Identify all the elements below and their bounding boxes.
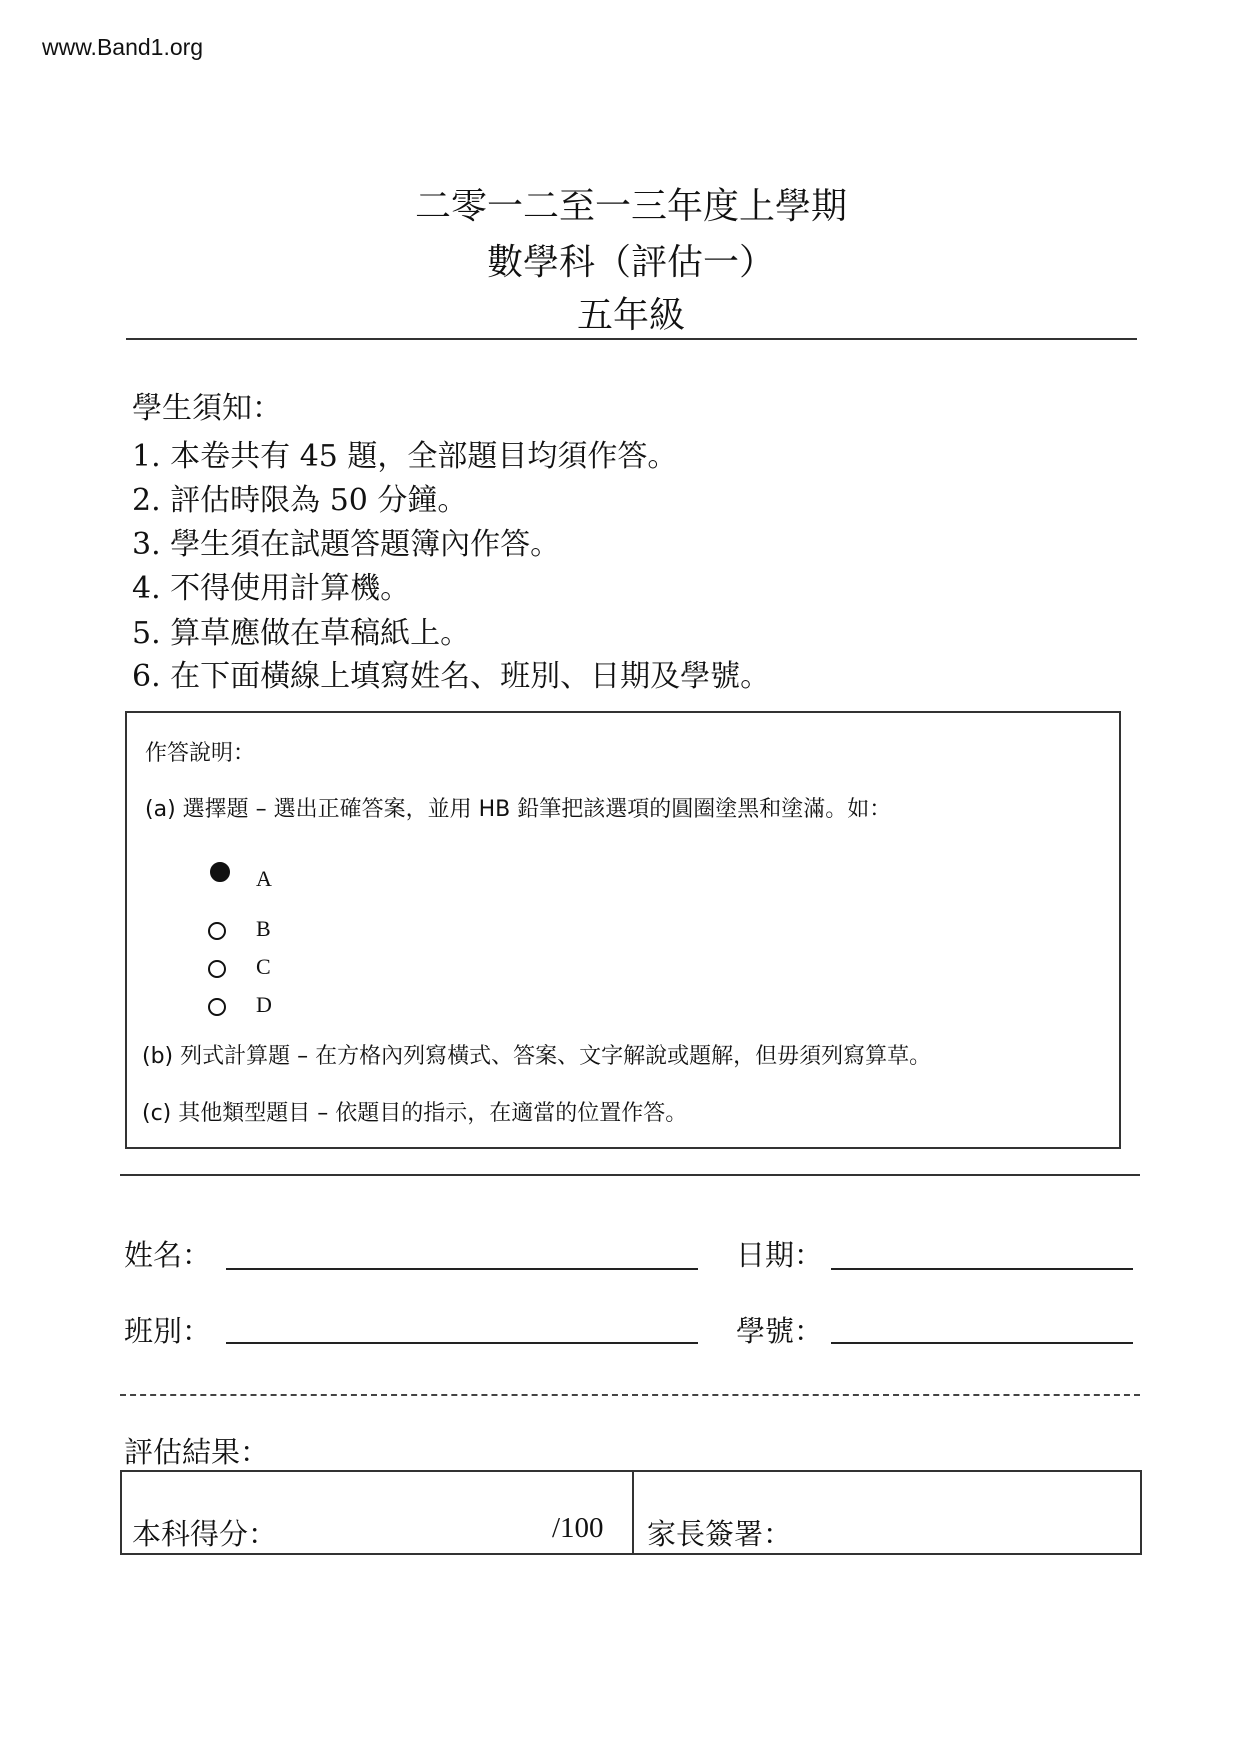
result-heading: 評估結果： — [124, 1435, 270, 1469]
notice-item: 3. 學生須在試題答題簿內作答。 — [132, 527, 561, 562]
filled-bubble-icon — [210, 862, 230, 882]
empty-bubble-icon — [208, 922, 226, 940]
instruction-b: (b) 列式計算題 – 在方格內列寫橫式、答案、文字解說或題解，但毋須列寫算草。 — [142, 1044, 932, 1069]
instructions-heading: 作答說明： — [145, 741, 256, 766]
name-label: 姓名： — [124, 1238, 212, 1272]
notice-item: 4. 不得使用計算機。 — [132, 571, 411, 606]
title-subject: 數學科（評估一） — [486, 242, 775, 283]
parent-signature-label: 家長簽署： — [647, 1517, 793, 1551]
option-label: A — [256, 866, 272, 891]
score-total: /100 — [552, 1512, 604, 1544]
score-label: 本科得分： — [132, 1517, 278, 1551]
date-label: 日期： — [736, 1238, 824, 1272]
divider — [120, 1174, 1140, 1176]
notice-item: 5. 算草應做在草稿紙上。 — [132, 616, 471, 651]
empty-bubble-icon — [208, 960, 226, 978]
title-term: 二零一二至一三年度上學期 — [414, 186, 847, 227]
option-label: C — [256, 954, 271, 979]
student-number-label: 學號： — [736, 1314, 824, 1348]
dashed-divider — [120, 1394, 1140, 1396]
notice-item: 6. 在下面橫線上填寫姓名、班別、日期及學號。 — [132, 659, 771, 694]
class-label: 班別： — [124, 1314, 212, 1348]
name-input-line[interactable] — [226, 1268, 698, 1270]
instruction-c: (c) 其他類型題目 – 依題目的指示，在適當的位置作答。 — [142, 1101, 688, 1126]
instructions-box — [125, 711, 1121, 1149]
watermark-url: www.Band1.org — [42, 34, 204, 60]
notice-item: 2. 評估時限為 50 分鐘。 — [132, 483, 468, 518]
divider — [126, 338, 1137, 340]
instruction-a: (a) 選擇題 – 選出正確答案，並用 HB 鉛筆把該選項的圓圈塗黑和塗滿。如： — [145, 797, 892, 822]
title-grade: 五年級 — [576, 295, 685, 336]
class-input-line[interactable] — [226, 1342, 698, 1344]
empty-bubble-icon — [208, 998, 226, 1016]
date-input-line[interactable] — [831, 1268, 1133, 1270]
option-label: B — [256, 916, 271, 941]
notice-heading: 學生須知： — [132, 391, 282, 426]
option-label: D — [256, 992, 272, 1017]
notice-item: 1. 本卷共有 45 題，全部題目均須作答。 — [132, 439, 678, 474]
student-number-input-line[interactable] — [831, 1342, 1133, 1344]
